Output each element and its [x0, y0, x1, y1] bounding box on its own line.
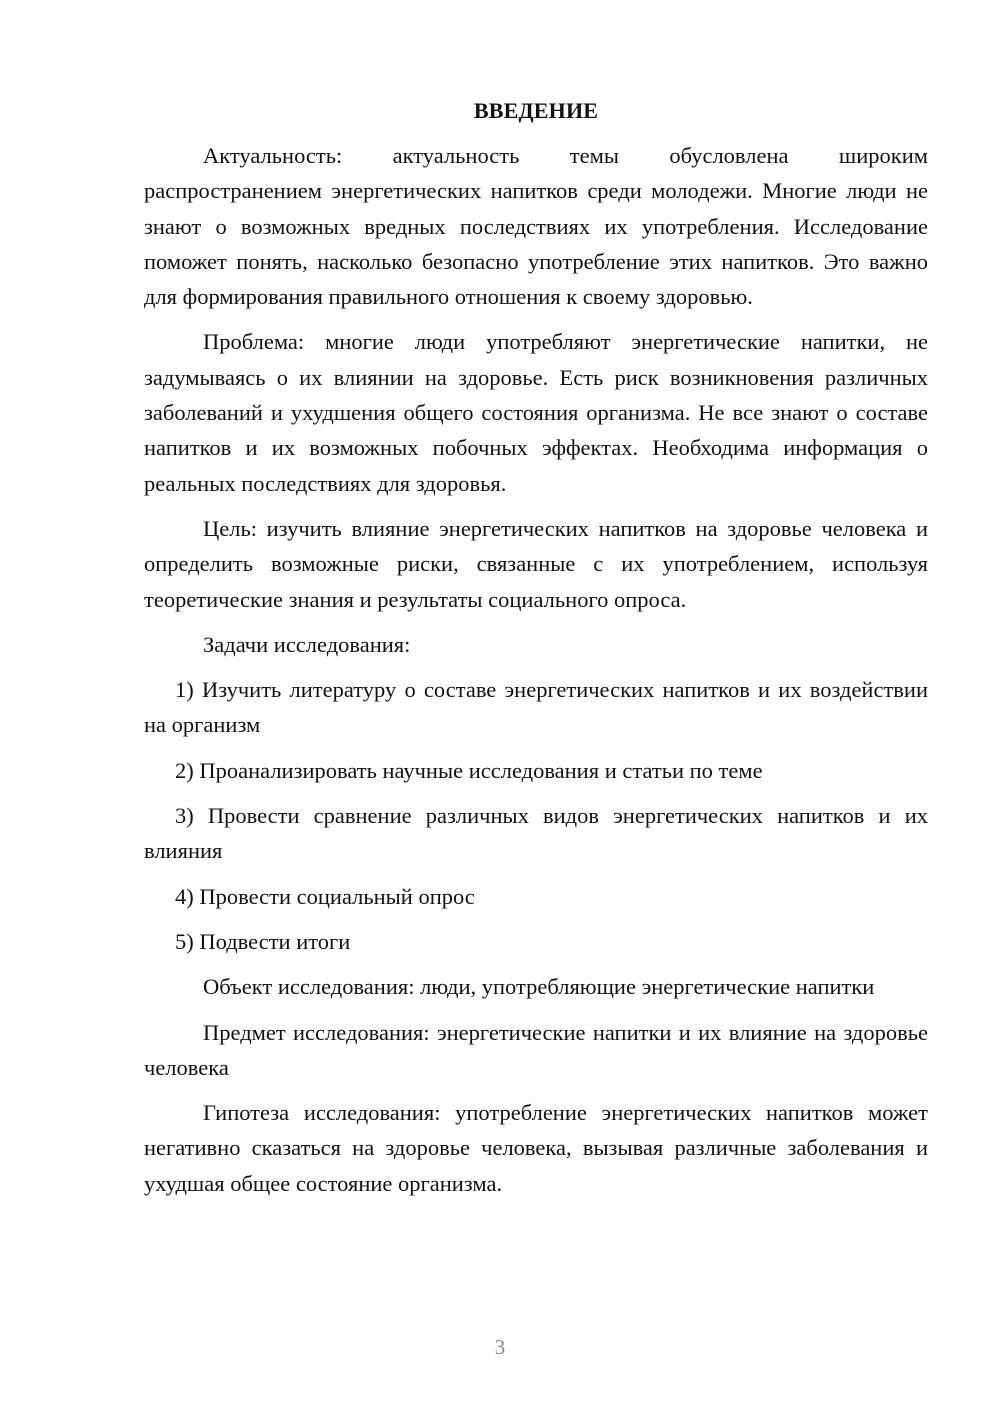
paragraph-hypothesis: Гипотеза исследования: употребление энергетических напитков может негативно сказаться на здоровье человека, вызывая различные заболевания и ухудшая общее состояние организма. — [144, 1100, 928, 1196]
list-item: 1) Изучить литературу о составе энергетических напитков и их воздействии на организм — [144, 677, 928, 738]
section-title: ВВЕДЕНИЕ — [473, 98, 599, 123]
list-item: 5) Подвести итоги — [175, 928, 351, 954]
tasks-list — [144, 672, 928, 959]
paragraph-goal: Цель: изучить влияние энергетических напитков на здоровье человека и определить возможные риски, связанные с их употреблением, используя теоретические знания и результаты социального опроса. — [144, 515, 928, 612]
paragraph-relevance: Актуальность: актуальность темы обусловлена широким распространением энергетических напитков среди молодежи. Многие люди не знают о возможных вредных последствиях их употребления. Исследование поможет понять, насколько безопасно употребление этих напитков. Это важно для формирования правильного отношения к своему здоровью. — [144, 143, 928, 310]
page-content — [144, 96, 928, 1211]
list-item: 4) Провести социальный опрос — [175, 883, 475, 909]
list-item: 3) Провести сравнение различных видов энергетических напитков и их влияния — [144, 803, 928, 864]
tasks-heading: Задачи исследования: — [203, 631, 411, 657]
paragraph-subject: Предмет исследования: энергетические напитки и их влияние на здоровье человека — [144, 1019, 928, 1080]
paragraph-problem: Проблема: многие люди употребляют энергетические напитки, не задумываясь о их влиянии на здоровье. Есть риск возникновения различных заболеваний и ухудшения общего состояния организма. Не все знают о составе напитков и их возможных побочных эффектах. Необходима информация о реальных последствиях для здоровья. — [144, 329, 928, 496]
paragraph-object: Объект исследования: люди, употребляющие энергетические напитки — [203, 974, 875, 1000]
page-number: 3 — [494, 1335, 506, 1359]
list-item: 2) Проанализировать научные исследования и статьи по теме — [175, 757, 763, 783]
